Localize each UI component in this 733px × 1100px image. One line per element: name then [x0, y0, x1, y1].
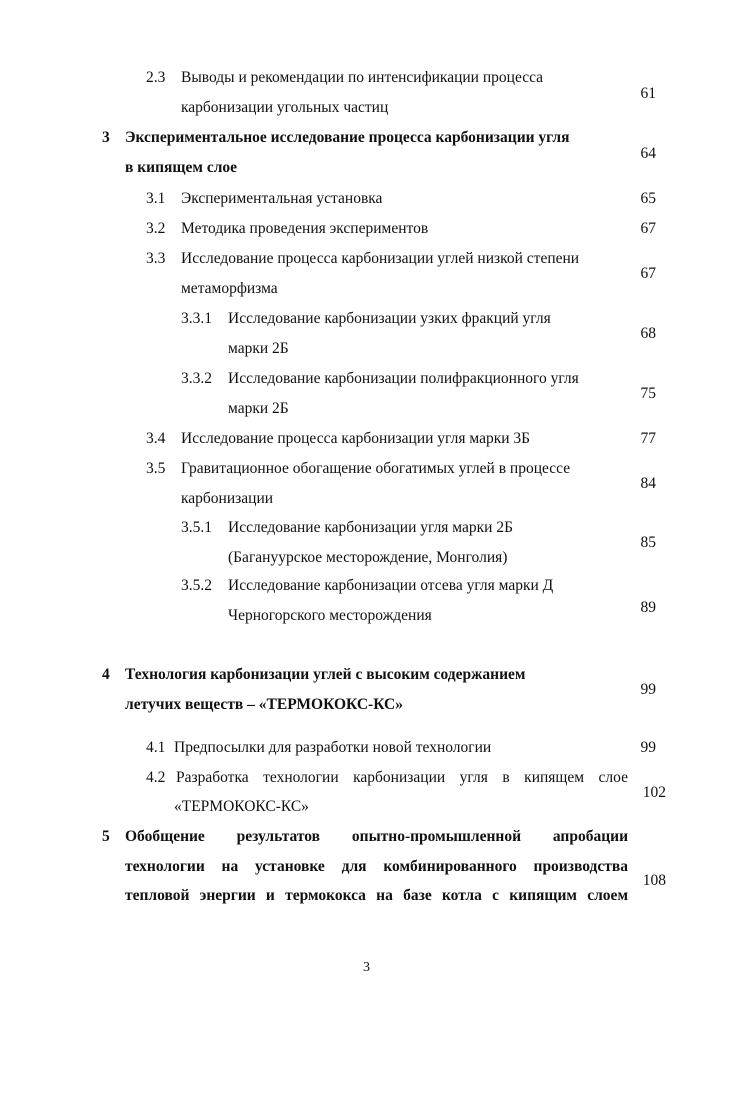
toc-title-line: Исследование процесса карбонизации угля марки 3Б	[181, 430, 531, 447]
toc-title-line: Предпосылки для разработки новой технологии	[174, 739, 492, 756]
toc-number: 4.2	[146, 769, 166, 786]
toc-title-line: Исследование карбонизации узких фракций угля	[228, 310, 551, 327]
toc-title-line: Черногорского месторождения	[228, 607, 432, 624]
toc-page-number: 108	[642, 872, 666, 889]
toc-page-number: 75	[640, 385, 656, 402]
toc-page-number: 64	[640, 145, 656, 162]
toc-page-number: 89	[640, 599, 656, 616]
toc-title-line: Экспериментальная установка	[181, 190, 383, 207]
page-number: 3	[363, 960, 370, 975]
toc-page-number: 99	[640, 739, 656, 756]
toc-title-line: Методика проведения экспериментов	[181, 220, 429, 237]
toc-number: 4	[102, 666, 110, 683]
toc-number: 3	[102, 129, 110, 146]
toc-number: 3.2	[146, 220, 166, 237]
toc-page-number: 84	[640, 475, 656, 492]
toc-number: 2.3	[146, 69, 166, 86]
toc-page-number: 68	[640, 325, 656, 342]
toc-page-number: 99	[640, 681, 656, 698]
toc-page-number: 61	[640, 85, 656, 102]
toc-number: 3.5	[146, 460, 166, 477]
toc-page-number: 102	[642, 784, 666, 801]
toc-number: 4.1	[146, 739, 166, 756]
toc-number: 3.4	[146, 430, 166, 447]
toc-title-line: марки 2Б	[228, 340, 289, 357]
toc-title-line: в кипящем слое	[125, 159, 238, 176]
toc-title-line: Исследование карбонизации полифракционного угля	[228, 370, 579, 387]
toc-title-line: тепловой энергии и термококса на базе котла с кипящим слоем	[125, 887, 628, 904]
toc-number: 5	[102, 828, 110, 845]
toc-number: 3.5.1	[181, 519, 212, 536]
toc-number: 3.1	[146, 190, 166, 207]
toc-title-line: Экспериментальное исследование процесса карбонизации угля	[125, 129, 570, 146]
toc-title-line: карбонизации	[181, 490, 274, 507]
toc-title-line: технологии на установке для комбинированного производства	[125, 858, 628, 875]
toc-title-line: Разработка технологии карбонизации угля в кипящем слое	[176, 769, 628, 786]
toc-number: 3.3.2	[181, 370, 212, 387]
toc-title-line: карбонизации угольных частиц	[181, 99, 389, 116]
toc-page-number: 67	[640, 220, 656, 237]
toc-number: 3.3.1	[181, 310, 212, 327]
toc-title-line: метаморфизма	[181, 280, 278, 297]
toc-title-line: Выводы и рекомендации по интенсификации процесса	[181, 69, 544, 86]
toc-number: 3.3	[146, 250, 166, 267]
toc-title-line: марки 2Б	[228, 400, 289, 417]
toc-number: 3.5.2	[181, 577, 212, 594]
toc-page-number: 85	[640, 534, 656, 551]
toc-title-line: Исследование карбонизации угля марки 2Б	[228, 519, 513, 536]
toc-title-line: Технология карбонизации углей с высоким содержанием	[125, 666, 526, 683]
toc-page-number: 77	[640, 430, 656, 447]
toc-title-line: «ТЕРМОКОКС-КС»	[174, 798, 309, 815]
toc-title-line: (Багануурское месторождение, Монголия)	[228, 549, 508, 566]
toc-title-line: Исследование процесса карбонизации углей низкой степени	[181, 250, 580, 267]
toc-title-line: Гравитационное обогащение обогатимых углей в процессе	[181, 460, 571, 477]
toc-page-number: 67	[640, 265, 656, 282]
toc-title-line: летучих веществ – «ТЕРМОКОКС-КС»	[125, 696, 404, 713]
toc-page-number: 65	[640, 190, 656, 207]
toc-title-line: Исследование карбонизации отсева угля марки Д	[228, 577, 554, 594]
toc-title-line: Обобщение результатов опытно-промышленной апробации	[125, 828, 628, 845]
